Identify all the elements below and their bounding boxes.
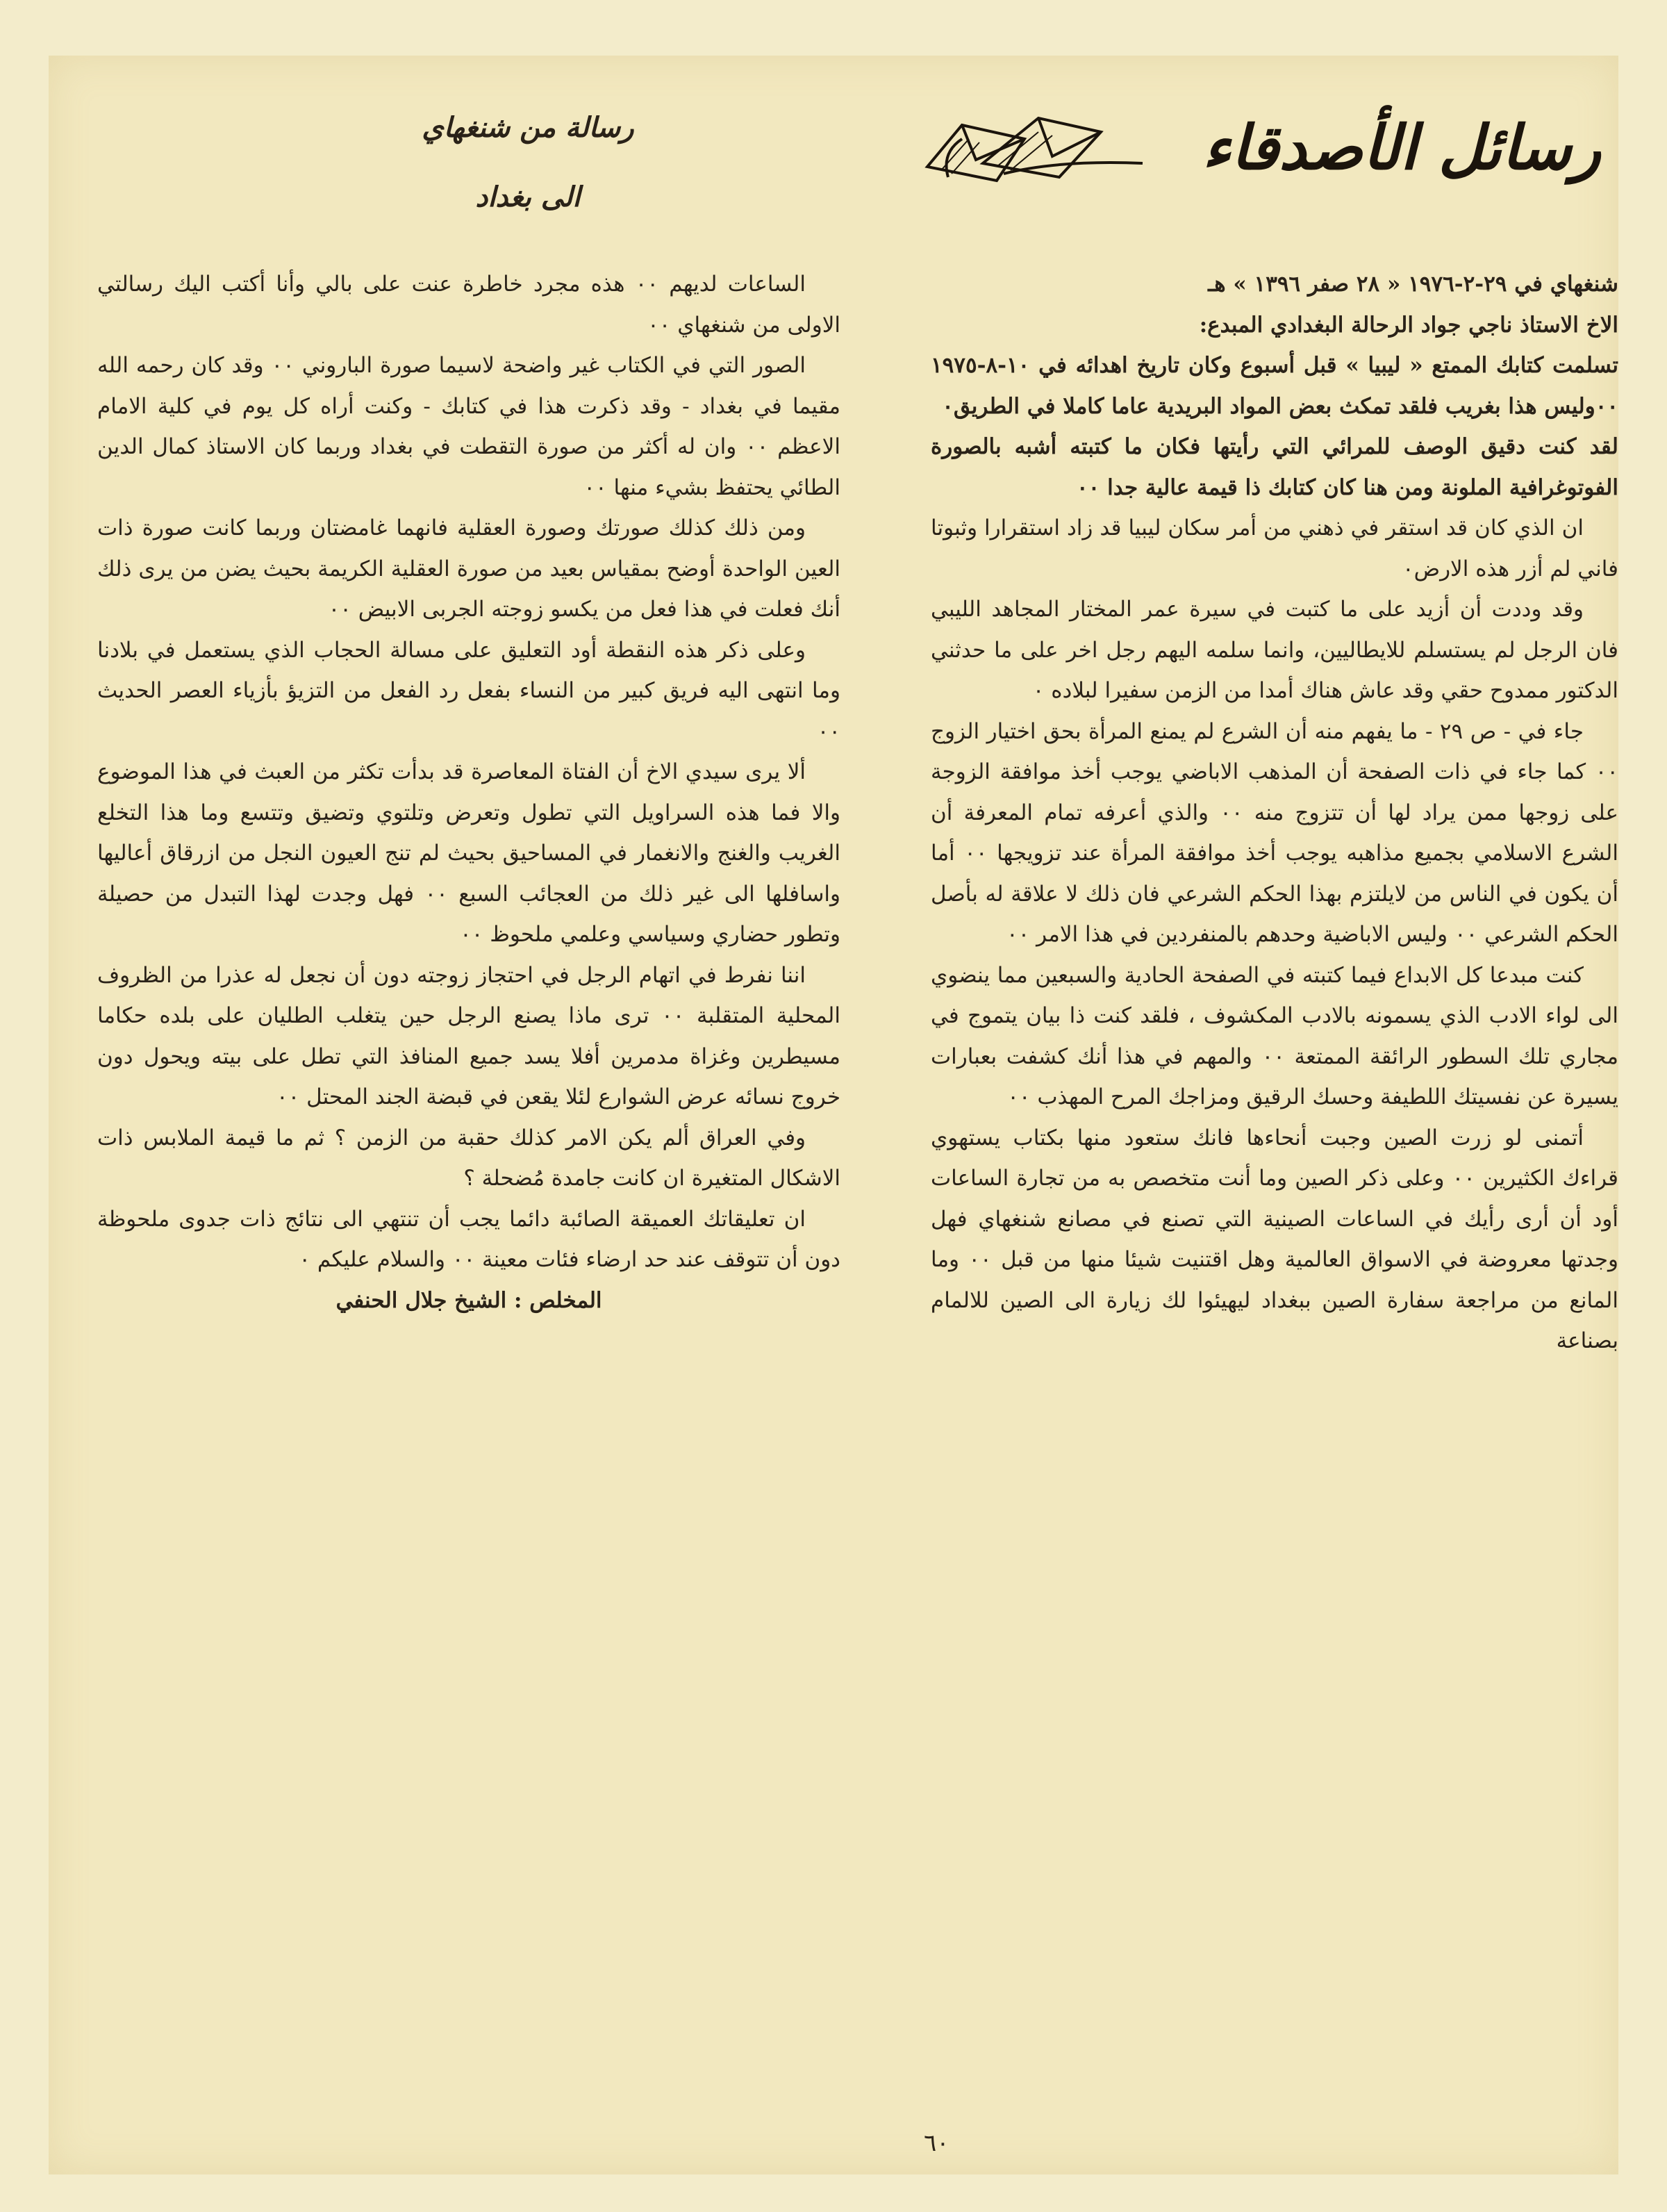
body-paragraph: ان الذي كان قد استقر في ذهني من أمر سكان ليبيا قد زاد استقرارا وثبوتا فاني لم أزر هذه الارض٠ (931, 515, 1618, 581)
intro-paragraph: تسلمت كتابك الممتع « ليبيا » قبل أسبوع وكان تاريخ اهدائه في ١٠-٨-١٩٧٥ ٠٠وليس هذا بغريب فلقد تمكث بعض المواد البريدية عاما كاملا في الطريق٠ (931, 353, 1618, 419)
letter-salutation: الاخ الاستاذ ناجي جواد الرحالة البغدادي المبدع: (1199, 312, 1618, 338)
body-paragraph: وفي العراق ألم يكن الامر كذلك حقبة من الزمن ؟ ثم ما قيمة الملابس ذات الاشكال المتغيرة ان كانت جامدة مُضحلة ؟ (97, 1125, 840, 1191)
left-column (97, 264, 840, 1321)
masthead (920, 83, 1615, 215)
envelopes-illustration-icon (920, 111, 1150, 188)
body-paragraph: وعلى ذكر هذه النقطة أود التعليق على مسالة الحجاب الذي يستعمل في بلادنا وما انتهى اليه فريق كبير من النساء بفعل رد الفعل من التزيؤ بأزياء العصر الحديث ٠٠ (97, 637, 840, 744)
right-column (931, 264, 1618, 1362)
body-paragraph: ومن ذلك كذلك صورتك وصورة العقلية فانهما غامضتان وربما كانت صورة ذات العين الواحدة أوضح بمقياس بعيد من صورة العقلية الكريمة بحيث يضن من يرى ذلك أنك فعلت في هذا فعل من يكسو زوجته الجربى الابيض ٠٠ (97, 515, 840, 622)
body-paragraph: الساعات لديهم ٠٠ هذه مجرد خاطرة عنت على بالي وأنا أكتب اليك رسالتي الاولى من شنغهاي ٠٠ (97, 272, 840, 338)
letter-dateline: شنغهاي في ٢٩-٢-١٩٧٦ « ٢٨ صفر ١٣٩٦ » هـ (1208, 272, 1618, 297)
magazine-page (49, 56, 1618, 2174)
body-paragraph: اننا نفرط في اتهام الرجل في احتجاز زوجته دون أن نجعل له عذرا من الظروف المحلية المتقلبة ٠٠ ترى ماذا يصنع الرجل حين يتغلب الطليان على بلده حكاما مسيطرين وغزاة مدمرين أفلا يسد جميع المنافذ التي تطل على بيته ويحول دون خروج نسائه عرض الشوارع لئلا يقعن في قبضة الجند المحتل ٠٠ (97, 962, 840, 1109)
letter-heading-line1: رسالة من شنغهاي (422, 111, 634, 144)
body-paragraph: وقد وددت أن أزيد على ما كتبت في سيرة عمر المختار المجاهد الليبي فان الرجل لم يستسلم للايطاليين، وانما سلمه اليهم رجل اخر على ما حدثني الدكتور ممدوح حقي وقد عاش هناك أمدا من الزمن سفيرا لبلاده ٠ (931, 597, 1618, 703)
body-paragraph: الصور التي في الكتاب غير واضحة لاسيما صورة الباروني ٠٠ وقد كان رحمه الله مقيما في بغداد - وقد ذكرت هذا في كتابك - وكنت أراه كل يوم في كلية الامام الاعظم ٠٠ وان له أكثر من صورة التقطت في بغداد وربما كان الاستاذ كمال الدين الطائي يحتفظ بشيء منها ٠٠ (97, 353, 840, 500)
body-paragraph: جاء في - ص ٢٩ - ما يفهم منه أن الشرع لم يمنع المرأة بحق اختيار الزوج ٠٠ كما جاء في ذات الصفحة أن المذهب الاباضي يوجب أخذ موافقة الزوجة على زوجها ممن يراد لها أن تتزوج منه ٠٠ والذي أعرفه تمام المعرفة أن الشرع الاسلامي بجميع مذاهبه يوجب أخذ موافقة المرأة عند تزويجها ٠٠ أما أن يكون في الناس من لايلتزم بهذا الحكم الشرعي فان ذلك لا علاقة له بأصل الحكم الشرعي ٠٠ وليس الاباضية وحدهم بالمنفردين في هذا الامر ٠٠ (931, 718, 1618, 947)
body-paragraph: ألا يرى سيدي الاخ أن الفتاة المعاصرة قد بدأت تكثر من العبث في هذا الموضوع والا فما هذه السراويل التي تطول وتعرض وتلتوي وتضيق وتتسع وما هذا التخلع الغريب والغنج والانغمار في المساحيق بحيث لم تنج العيون النجل من ازرقاق أعاليها واسافلها الى غير ذلك من العجائب السبع ٠٠ فهل وجدت لهذا التبدل من حصيلة وتطور حضاري وسياسي وعلمي ملحوظ ٠٠ (97, 759, 841, 947)
body-paragraph: أتمنى لو زرت الصين وجبت أنحاءها فانك ستعود منها بكتاب يستهوي قراءك الكثيرين ٠٠ وعلى ذكر الصين وما أنت متخصص به من تجارة الساعات أود أن أرى رأيك في الساعات الصينية التي تصنع في مصانع شنغهاي فهل وجدتها معروضة في الاسواق العالمية وهل اقتنيت شيئا منها من قبل ٠٠ وما المانع من مراجعة سفارة الصين ببغداد ليهيئوا لك زيارة الى الصين للالمام بصناعة (931, 1125, 1619, 1353)
signature: المخلص : الشيخ جلال الحنفي (335, 1287, 602, 1313)
section-title: رسائل الأصدقاء (1202, 111, 1601, 183)
letter-heading-line2: الى بغداد (475, 181, 581, 213)
body-paragraph: ان تعليقاتك العميقة الصائبة دائما يجب أن تنتهي الى نتائج ذات جدوى ملحوظة دون أن تتوقف عند حد ارضاء فئات معينة ٠٠ والسلام عليكم ٠ (97, 1206, 840, 1272)
intro-paragraph: لقد كنت دقيق الوصف للمرائي التي رأيتها فكان ما كتبته أشبه بالصورة الفوتوغرافية الملونة ومن هنا كان كتابك ذا قيمة عالية جدا ٠٠ (931, 434, 1618, 500)
body-paragraph: كنت مبدعا كل الابداع فيما كتبته في الصفحة الحادية والسبعين مما ينضوي الى لواء الادب الذي يسمونه بالادب المكشوف ، فلقد كنت ذا بيان يتموج في مجاري تلك السطور الرائقة الممتعة ٠٠ والمهم في هذا أنك كشفت بعبارات يسيرة عن نفسيتك اللطيفة وحسك الرقيق ومزاجك المرح المهذب ٠٠ (931, 962, 1619, 1109)
page-number: ٦٠ (924, 2129, 949, 2157)
